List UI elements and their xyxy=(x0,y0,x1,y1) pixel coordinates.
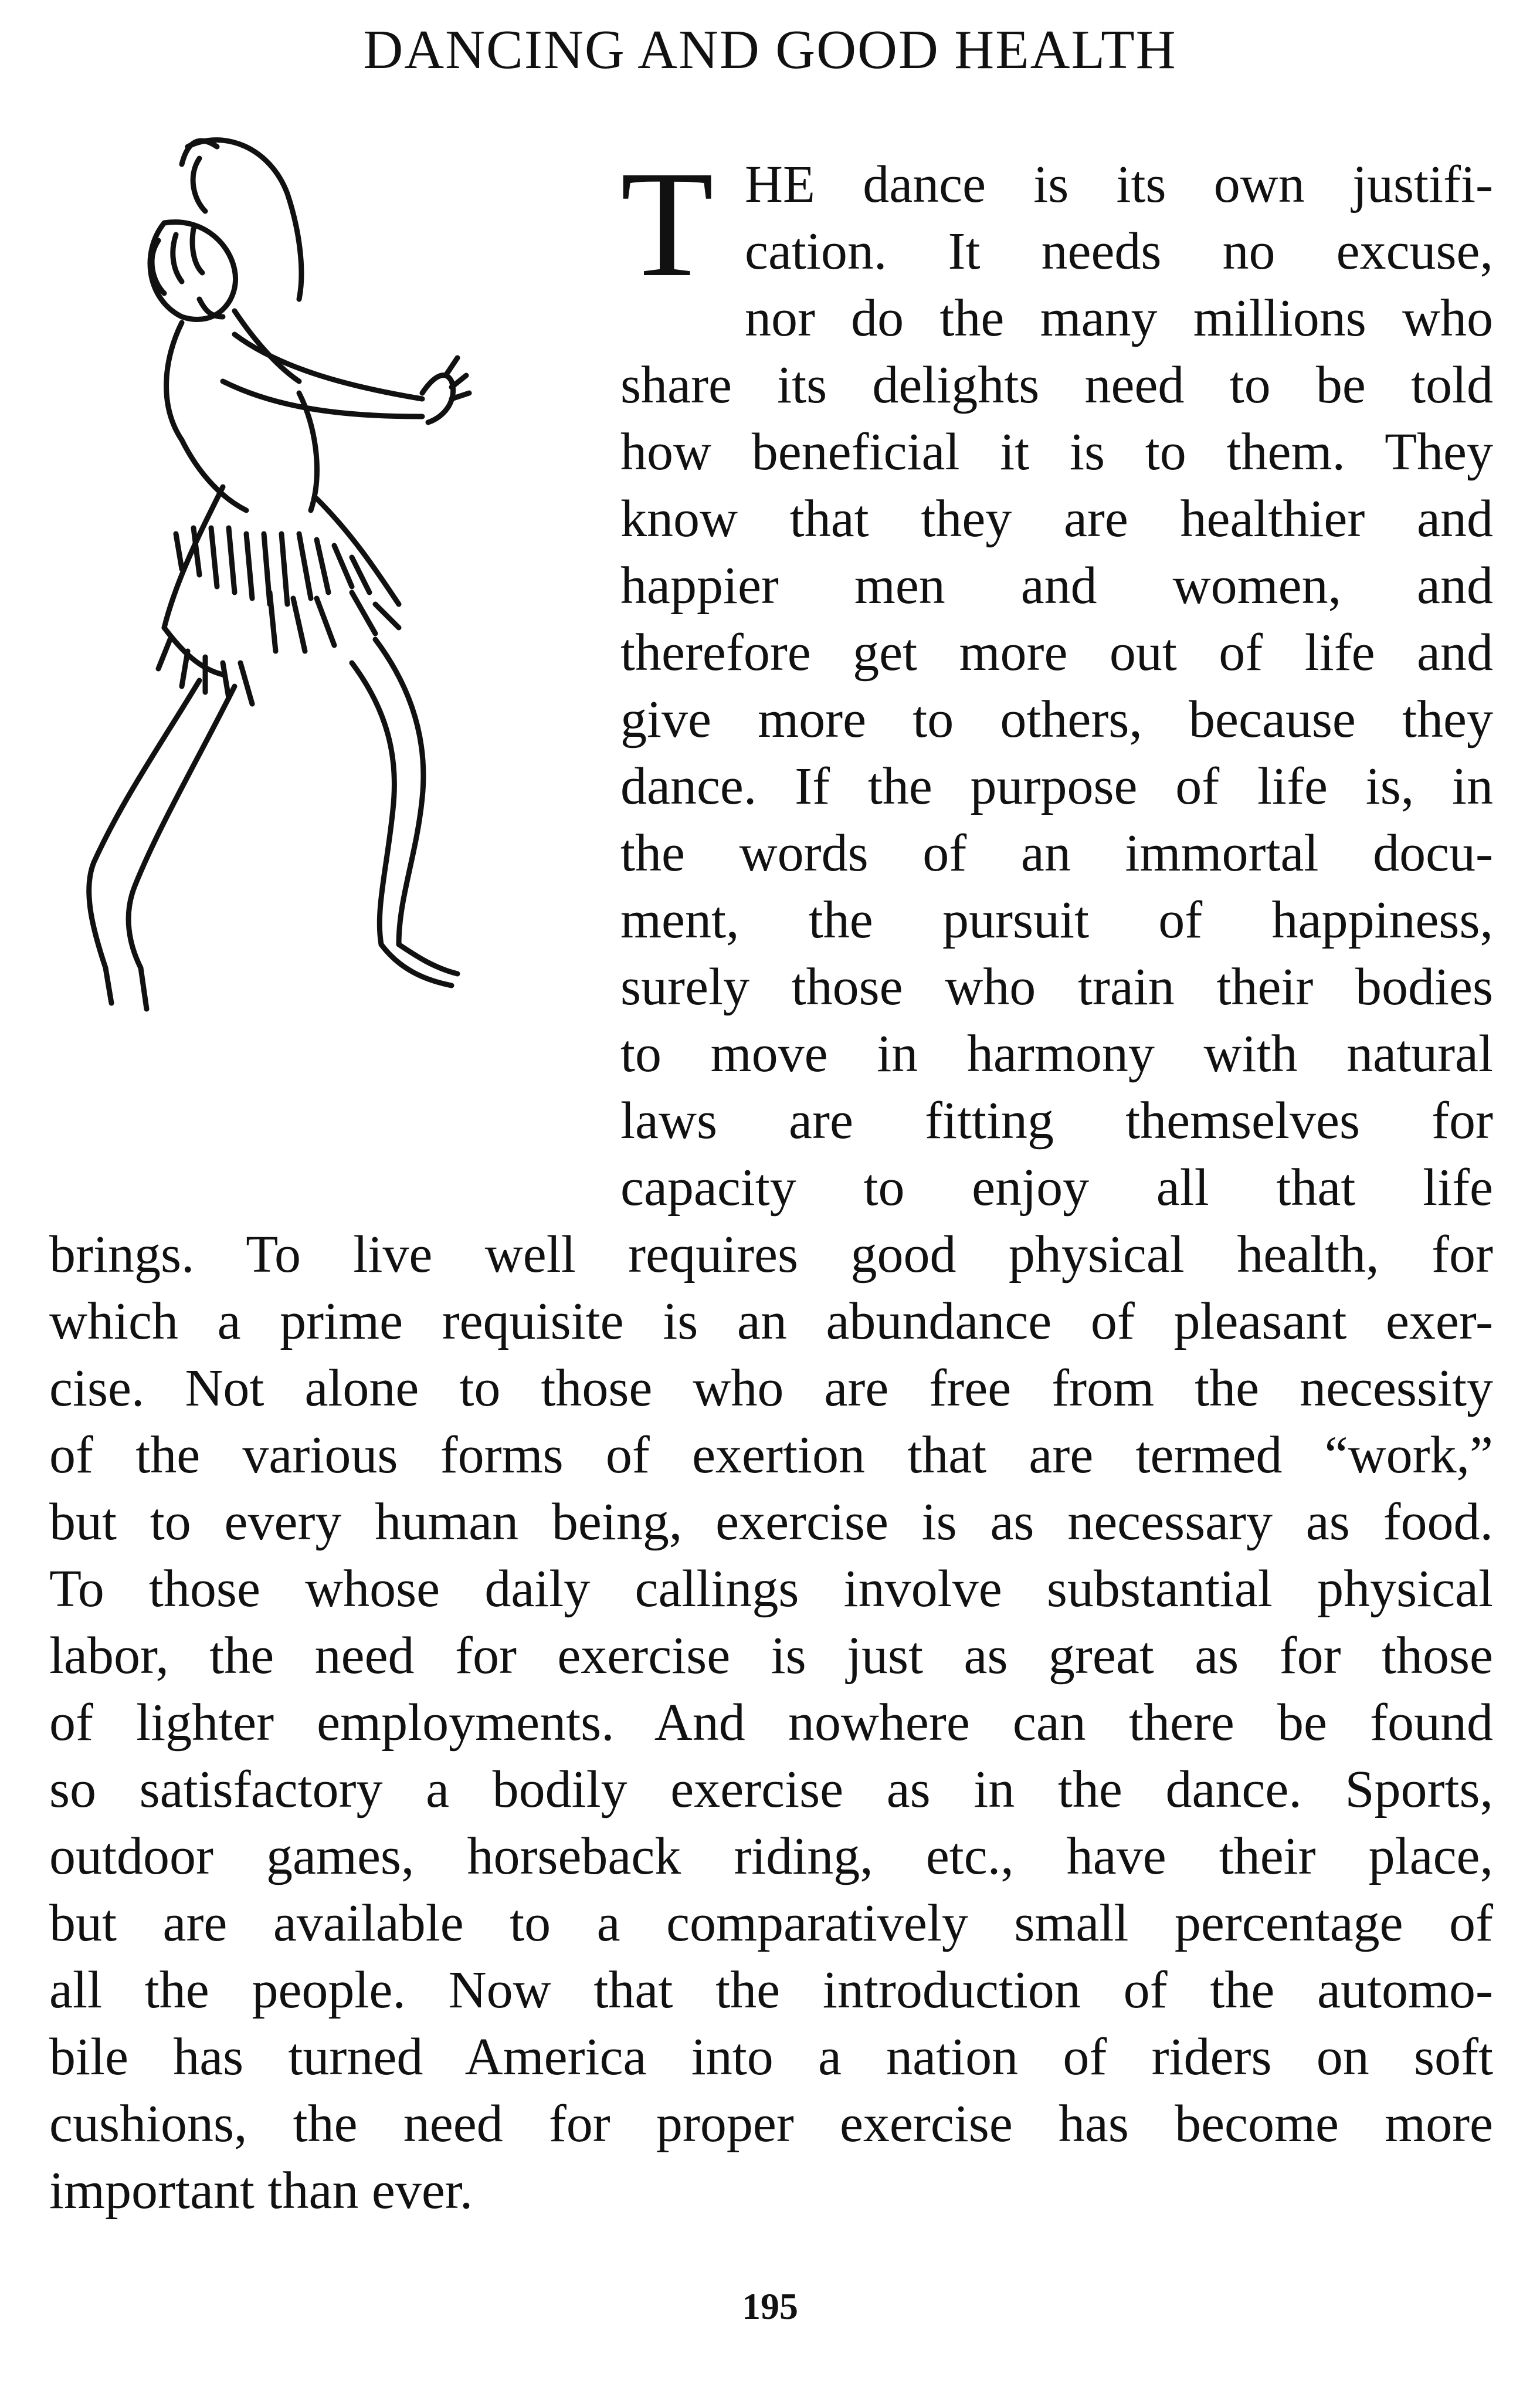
text-line: all the people. Now that the introduction of the automo- xyxy=(49,1961,1493,2019)
text-line: of the various forms of exertion that are termed “work,” xyxy=(49,1426,1493,1484)
text-line: surely those who train their bodies xyxy=(620,958,1493,1016)
text-line: HE dance is its own justifi- xyxy=(745,155,1493,214)
text-line: cushions, the need for proper exercise has become more xyxy=(49,2095,1493,2153)
text-line: happier men and women, and xyxy=(620,557,1493,615)
text-line: cation. It needs no excuse, xyxy=(745,222,1493,280)
text-line: the words of an immortal docu- xyxy=(620,824,1493,882)
text-line: dance. If the purpose of life is, in xyxy=(620,757,1493,815)
text-line: give more to others, because they xyxy=(620,690,1493,749)
text-line: know that they are healthier and xyxy=(620,490,1493,548)
text-line: cise. Not alone to those who are free from the necessity xyxy=(49,1359,1493,1417)
text-line: ment, the pursuit of happiness, xyxy=(620,891,1493,949)
text-line: capacity to enjoy all that life xyxy=(620,1159,1493,1217)
text-line: but to every human being, exercise is as necessary as food. xyxy=(49,1493,1493,1551)
text-line: bile has turned America into a nation of riders on soft xyxy=(49,2028,1493,2086)
running-header: DANCING AND GOOD HEALTH xyxy=(363,19,1177,80)
text-line: To those whose daily callings involve substantial physical xyxy=(49,1560,1493,1618)
text-line: brings. To live well requires good physical health, for xyxy=(49,1225,1493,1284)
text-line: therefore get more out of life and xyxy=(620,624,1493,682)
text-line: labor, the need for exercise is just as great as for those xyxy=(49,1627,1493,1685)
text-line: which a prime requisite is an abundance of pleasant exer- xyxy=(49,1292,1493,1350)
text-line: outdoor games, horseback riding, etc., have their place, xyxy=(49,1827,1493,1885)
text-line: share its delights need to be told xyxy=(620,356,1493,414)
drop-cap: T xyxy=(620,140,714,309)
text-line: how beneficial it is to them. They xyxy=(620,423,1493,481)
text-line: important than ever. xyxy=(49,2162,473,2220)
text-line: laws are fitting themselves for xyxy=(620,1092,1493,1150)
text-line: of lighter employments. And nowhere can there be found xyxy=(49,1694,1493,1752)
text-line: to move in harmony with natural xyxy=(620,1025,1493,1083)
page-number: 195 xyxy=(742,2285,798,2327)
dancer-illustration xyxy=(47,123,575,1144)
text-line: but are available to a comparatively small percentage of xyxy=(49,1894,1493,1952)
text-line: nor do the many millions who xyxy=(745,289,1493,347)
text-line: so satisfactory a bodily exercise as in the dance. Sports, xyxy=(49,1760,1493,1819)
